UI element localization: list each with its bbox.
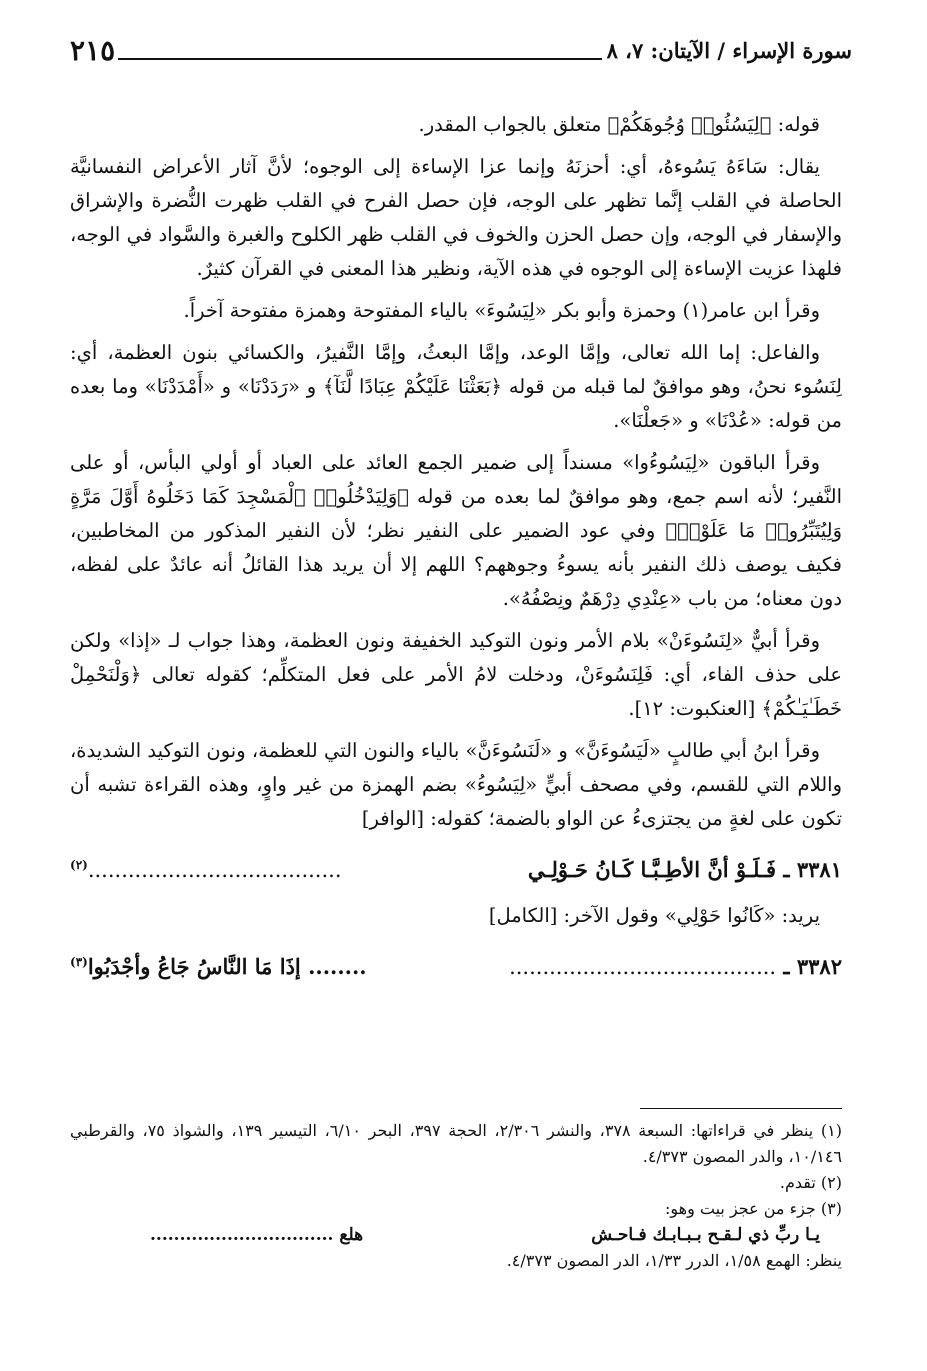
paragraph: وقرأ ابنُ أبي طالبٍ «لَيَسُوءَنَّ» و «لَنَسُوءَنَّ» بالياء والنون التي للعظمة، ونون التوكيد الشديدة، واللام التي للقسم، وفي مصحف أبيٍّ «لِيَسُوءُ» بضم الهمزة من غير واوٍ، وهذه القراءة تشبه أن تكون على لغةٍ من يجتزىءُ عن الواو بالضمة؛ كقوله: [الوافر] xyxy=(70,739,842,830)
footnote-separator xyxy=(640,1108,842,1109)
header-rule xyxy=(118,58,602,60)
footnote-ref: (٢) xyxy=(70,858,88,872)
paragraph: يقال: سَاءَهُ يَسُوءهُ، أي: أحزنَهُ وإنما عزا الإساءة إلى الوجوه؛ لأنَّ آثار الأعراض النفسانيَّة الحاصلة في القلب إنَّما تظهر على الوجه، فإن حصل الفرح في القلب ظهرت النُّضرة والإشراق والإسفار في الوجه، وإن حصل الحزن والخوف في القلب ظهر الكلوح والغبرة والسَّواد في الوجه، فلهذا عزيت الإساءة إلى الوجوه في هذه الآية، ونظير هذا المعنى في القرآن كثيرٌ. xyxy=(70,155,842,280)
footnote-2: (٢) تقدم. xyxy=(779,1173,842,1192)
paragraph: والفاعل: إما الله تعالى، وإمَّا الوعد، وإمَّا البعثُ، وإمَّا النَّفيرُ، والكسائي بنون العظمة، أي: لِنَسُوء نحنُ، وهو موافقٌ لما قبله من قوله ﴿بَعَثْنَا عَلَيْكُمْ عِبَادًا لَّنَآ﴾ و «رَدَدْنَا» و «أَمْدَدْنَا» وما بعده من قوله: «عُدْنَا» و «جَعلْنَا». xyxy=(70,341,842,432)
verse-text: ........ إذَا مَا النَّاسُ جَاعُ وأجْدَبُوا xyxy=(87,954,367,979)
verse-number: ٣٣٨٢ ـ xyxy=(783,954,842,979)
page-header xyxy=(70,34,852,74)
verse-dots: ........................................ xyxy=(509,955,777,979)
poetry-verse-3382 xyxy=(70,945,842,984)
paragraph: وقرأ ابن عامر(١) وحمزة وأبو بكر «لِيَسُوءَ» بالياء المفتوحة وهمزة مفتوحة آخراً. xyxy=(183,299,820,322)
page-number: ٢١٥ xyxy=(70,34,116,67)
footnote-3: (٣) جزء من عجز بيت وهو: xyxy=(664,1199,842,1218)
running-title: سورة الإسراء / الآيتان: ٧، ٨ xyxy=(606,38,852,63)
footnote-verse-first: يـا ربِّ ذي لـقـح بـبـابـك فـاحـش xyxy=(591,1225,820,1245)
paragraph: يريد: «كَانُوا حَوْلِي» وقول الآخر: [الكامل] xyxy=(488,904,820,927)
verse-text: ٣٣٨١ ـ فَـلَـوْ أنَّ الأطِـبَّـا كَـانُ حَـوْلِـي xyxy=(527,857,842,882)
footnotes xyxy=(70,1118,842,1274)
footnote-3-sources: ينظر: الهمع ١/٥٨، الدرر ١/٣٣، الدر المصون ٤/٣٧٣. xyxy=(506,1251,842,1270)
footnote-ref: (٣) xyxy=(70,955,88,969)
verse-dots: ...................................... xyxy=(87,858,342,882)
paragraph: قوله: ﴿لِيَسُئُوا۟ وُجُوهَكُمْ﴾ متعلق بالجواب المقدر. xyxy=(418,113,820,136)
footnote-1: (١) ينظر في قراءاتها: السبعة ٣٧٨، والنشر ٢/٣٠٦، الحجة ٣٩٧، البحر ٦/١٠، التيسير ١٣٩، والشواذ ٧٥، والقرطبي ١٠/١٤٦، والدر المصون ٤/٣٧٣. xyxy=(70,1121,842,1166)
poetry-verse-3381 xyxy=(70,848,842,887)
footnote-verse-second: هلع ............................... xyxy=(150,1225,364,1245)
paragraph: وقرأ أبيٌّ «لِنَسُوءَنْ» بلام الأمر ونون التوكيد الخفيفة ونون العظمة، وهذا جواب لـ «إذا» ولكن على حذف الفاء، أي: فَلِنَسُوءَنْ، ودخلت لامُ الأمر على فعل المتكلِّم؛ كقوله تعالى ﴿وَلْنَحْمِلْ خَطَـٰيَـٰكُمْ﴾ [العنكبوت: ١٢]. xyxy=(70,629,842,720)
main-text xyxy=(70,108,842,996)
paragraph: وقرأ الباقون «لِيَسُوءُوا» مسنداً إلى ضمير الجمع العائد على العباد أو أولي البأس، أو على النَّفير؛ لأنه اسم جمع، وهو موافقٌ لما بعده من قوله ﴿وَلِيَدْخُلُوا۟ ٱلْمَسْجِدَ كَمَا دَخَلُوهُ أَوَّلَ مَرَّةٍ وَلِيُتَبِّرُوا۟ مَا عَلَوْا۟﴾ وفي عود الضمير على النفير نظر؛ لأن النفير المذكور من المخاطبين، فكيف يوصف ذلك النفير بأنه يسوءُ وجوههم؟ اللهم إلا أن يريد هذا القائلُ أنه عائدٌ على لفظه، دون معناه؛ من باب «عِنْدِي دِرْهَمٌ ونِصْفُهُ». xyxy=(70,451,842,610)
footnote-verse xyxy=(70,1222,842,1248)
